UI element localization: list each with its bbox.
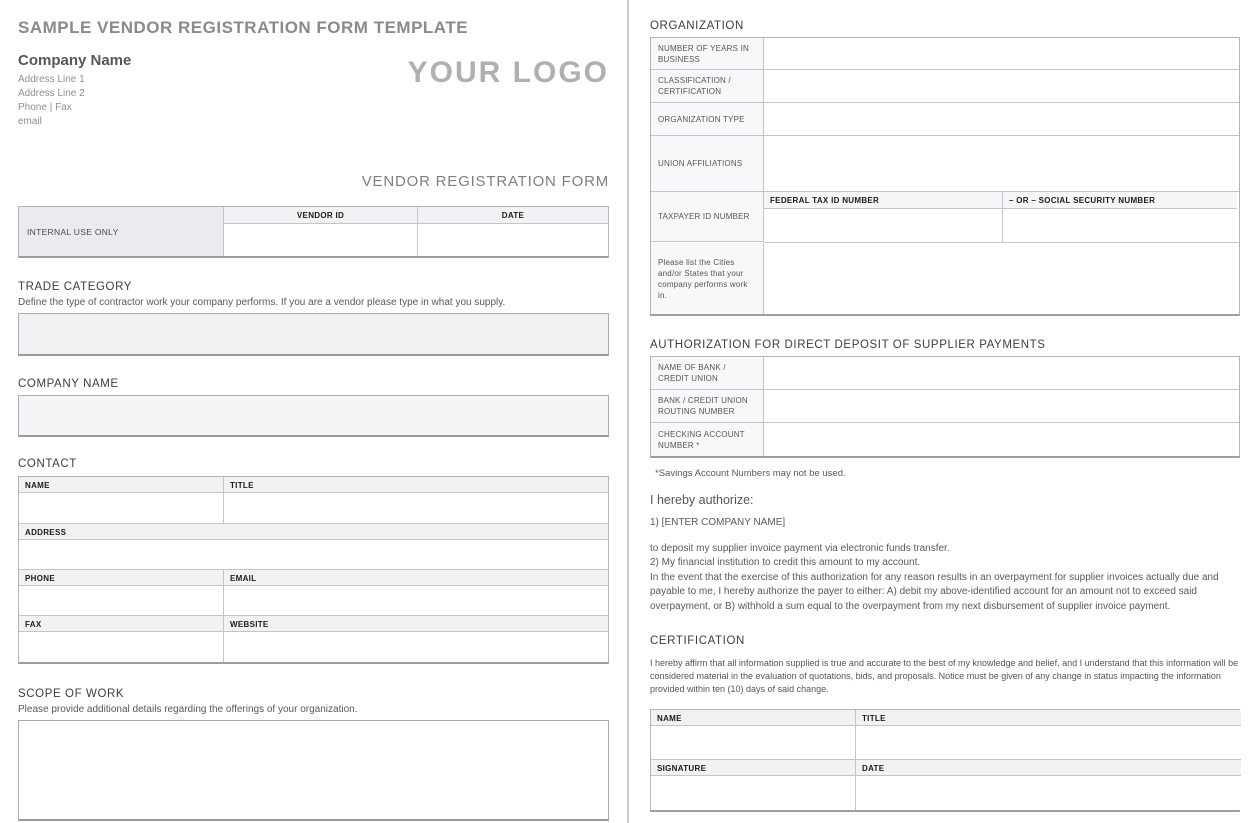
company-name-input[interactable] bbox=[18, 395, 609, 437]
savings-footnote: *Savings Account Numbers may not be used. bbox=[655, 468, 846, 479]
authorize-line-1: 1) [ENTER COMPANY NAME] bbox=[650, 517, 786, 528]
logo-placeholder: YOUR LOGO bbox=[407, 56, 609, 89]
scope-of-work-input[interactable] bbox=[18, 720, 609, 821]
phone-fax-line: Phone | Fax bbox=[18, 102, 72, 113]
page-title: SAMPLE VENDOR REGISTRATION FORM TEMPLATE bbox=[18, 18, 469, 37]
authorize-heading: I hereby authorize: bbox=[650, 493, 754, 507]
company-name-text: Company Name bbox=[18, 52, 132, 69]
contact-name-input[interactable] bbox=[19, 493, 224, 524]
date-header: DATE bbox=[418, 207, 608, 224]
classification-input[interactable] bbox=[764, 70, 1239, 103]
direct-deposit-table bbox=[650, 356, 1240, 458]
organization-table bbox=[650, 37, 1240, 316]
bank-name-input[interactable] bbox=[764, 357, 1239, 390]
checking-account-input[interactable] bbox=[764, 423, 1239, 456]
contact-website-header: WEBSITE bbox=[224, 616, 608, 632]
routing-number-label: BANK / CREDIT UNION ROUTING NUMBER bbox=[651, 390, 764, 423]
cities-states-input[interactable] bbox=[764, 243, 1239, 314]
contact-phone-input[interactable] bbox=[19, 586, 224, 616]
direct-deposit-heading: AUTHORIZATION FOR DIRECT DEPOSIT OF SUPPLIER PAYMENTS bbox=[650, 339, 1046, 351]
contact-title-header: TITLE bbox=[224, 477, 608, 493]
company-name-heading: COMPANY NAME bbox=[18, 378, 119, 390]
left-column bbox=[0, 0, 609, 823]
contact-email-header: EMAIL bbox=[224, 570, 608, 586]
signer-title-header: TITLE bbox=[856, 710, 1241, 726]
letterhead bbox=[18, 52, 609, 129]
organization-type-label: ORGANIZATION TYPE bbox=[651, 103, 764, 136]
authorize-line-3: 2) My financial institution to credit this amount to my account. bbox=[650, 557, 921, 568]
signature-header: SIGNATURE bbox=[651, 760, 856, 776]
address-line-1: Address Line 1 bbox=[18, 74, 85, 85]
organization-heading: ORGANIZATION bbox=[650, 20, 744, 32]
federal-tax-id-input[interactable] bbox=[764, 209, 1003, 242]
signature-input[interactable] bbox=[651, 776, 856, 810]
contact-address-input[interactable] bbox=[19, 540, 608, 570]
contact-fax-header: FAX bbox=[19, 616, 224, 632]
contact-fax-input[interactable] bbox=[19, 632, 224, 662]
signer-name-input[interactable] bbox=[651, 726, 856, 760]
social-security-input[interactable] bbox=[1003, 209, 1237, 242]
trade-category-heading: TRADE CATEGORY bbox=[18, 281, 133, 293]
contact-heading: CONTACT bbox=[18, 458, 77, 470]
scope-of-work-heading: SCOPE OF WORK bbox=[18, 688, 125, 700]
contact-email-input[interactable] bbox=[224, 586, 608, 616]
trade-category-description: Define the type of contractor work your company performs. If you are a vendor please type in what you supply. bbox=[18, 297, 506, 308]
cities-states-label: Please list the Cities and/or States that your company performs work in. bbox=[651, 243, 764, 314]
union-affiliations-label: UNION AFFILIATIONS bbox=[651, 136, 764, 192]
signature-date-input[interactable] bbox=[856, 776, 1241, 810]
contact-table bbox=[18, 476, 609, 664]
signature-date-header: DATE bbox=[856, 760, 1241, 776]
company-address bbox=[18, 73, 131, 129]
contact-name-header: NAME bbox=[19, 477, 224, 493]
bank-name-label: NAME OF BANK / CREDIT UNION bbox=[651, 357, 764, 390]
contact-title-input[interactable] bbox=[224, 493, 608, 524]
authorize-paragraph: In the event that the exercise of this authorization for any reason results in an overpayment for supplier invoices actually due and payable to me, I hereby authorize the payer to either: A) debit my above-identified account for an amount not to exceed said overpayment, or B) withhold a sum equal to the overpayment from my next disbursement of supplier invoice payment. bbox=[650, 571, 1219, 612]
classification-label: CLASSIFICATION / CERTIFICATION bbox=[651, 70, 764, 103]
union-affiliations-input[interactable] bbox=[764, 136, 1239, 192]
years-in-business-label: NUMBER OF YEARS IN BUSINESS bbox=[651, 38, 764, 70]
certification-heading: CERTIFICATION bbox=[650, 635, 745, 647]
date-input[interactable] bbox=[418, 224, 608, 256]
right-column bbox=[629, 0, 1239, 823]
internal-use-table bbox=[18, 206, 609, 258]
signer-title-input[interactable] bbox=[856, 726, 1241, 760]
company-block bbox=[18, 52, 131, 129]
signature-table bbox=[650, 709, 1240, 812]
routing-number-input[interactable] bbox=[764, 390, 1239, 423]
signer-name-header: NAME bbox=[651, 710, 856, 726]
scope-of-work-description: Please provide additional details regarding the offerings of your organization. bbox=[18, 704, 358, 715]
email-line: email bbox=[18, 116, 42, 127]
authorize-line-2: to deposit my supplier invoice payment via electronic funds transfer. bbox=[650, 542, 950, 554]
years-in-business-input[interactable] bbox=[764, 38, 1239, 70]
address-line-2: Address Line 2 bbox=[18, 88, 85, 99]
organization-type-input[interactable] bbox=[764, 103, 1239, 136]
checking-account-label: CHECKING ACCOUNT NUMBER * bbox=[651, 423, 764, 456]
internal-use-label: INTERNAL USE ONLY bbox=[19, 207, 224, 256]
taxpayer-id-label: TAXPAYER ID NUMBER bbox=[651, 192, 764, 242]
vendor-id-input[interactable] bbox=[224, 224, 418, 256]
social-security-header: – OR – SOCIAL SECURITY NUMBER bbox=[1003, 192, 1237, 209]
vendor-id-header: VENDOR ID bbox=[224, 207, 418, 224]
trade-category-input[interactable] bbox=[18, 313, 609, 356]
federal-tax-id-header: FEDERAL TAX ID NUMBER bbox=[764, 192, 1003, 209]
contact-website-input[interactable] bbox=[224, 632, 608, 662]
certification-paragraph: I hereby affirm that all information supplied is true and accurate to the best of my knowledge and belief, and I understand that this information will be considered material in the evaluation of quotations, bids, and proposals. Notice must be given of any change in status impacting the information provided within ten (10) days of said change. bbox=[650, 658, 1239, 694]
form-title: VENDOR REGISTRATION FORM bbox=[361, 173, 609, 190]
contact-phone-header: PHONE bbox=[19, 570, 224, 586]
taxpayer-id-subtable bbox=[764, 192, 1239, 243]
contact-address-header: ADDRESS bbox=[19, 524, 608, 540]
